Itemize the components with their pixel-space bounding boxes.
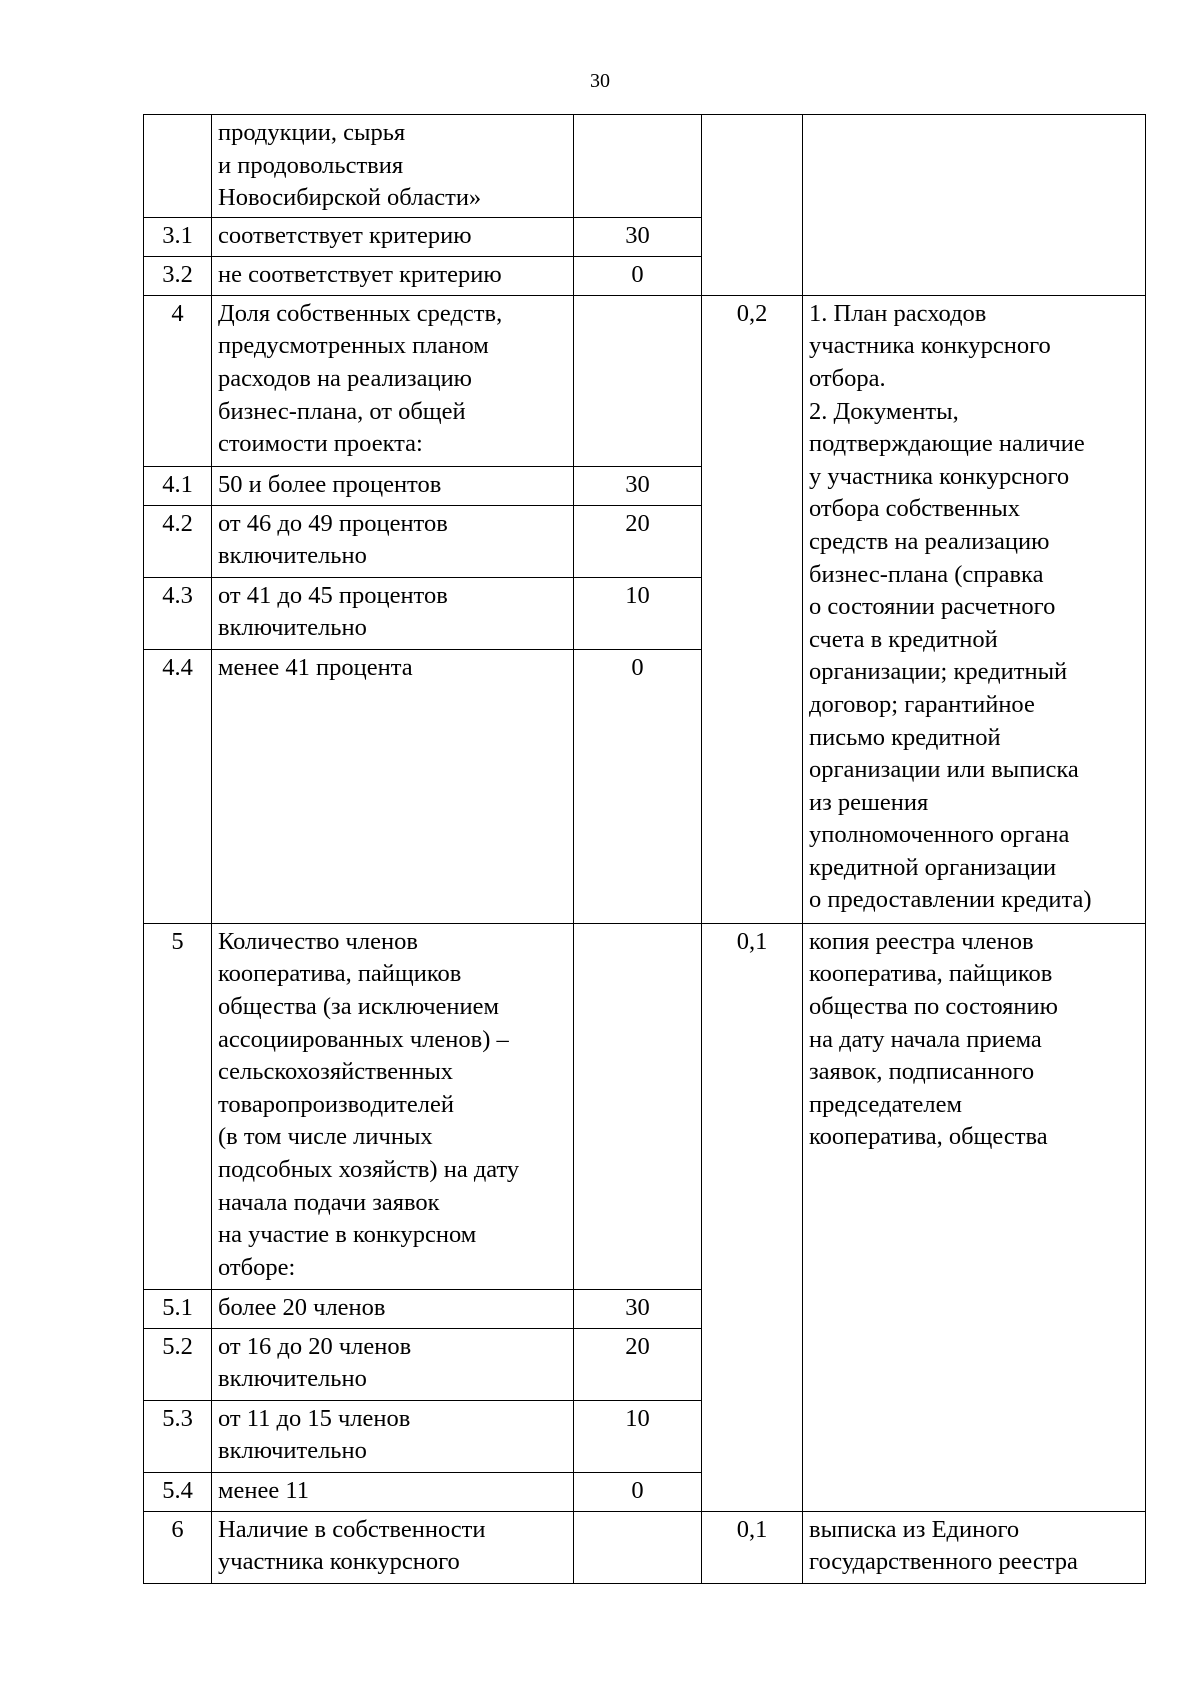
row-number: 5.4 xyxy=(144,1472,212,1511)
score-value: 30 xyxy=(574,466,702,505)
criterion-text: от 46 до 49 процентов включительно xyxy=(212,505,574,577)
criterion-text: Количество членов кооператива, пайщиков общества (за исключением ассоциированных членов) – сельскохозяйственных товаропроизводителей (в том числе личных подсобных хозяйств) на дату начала подачи заявок на участие в конкурсном отборе: xyxy=(212,923,574,1289)
score-value xyxy=(574,115,702,218)
score-value: 30 xyxy=(574,217,702,256)
score-value: 20 xyxy=(574,1328,702,1400)
criterion-text: от 16 до 20 членов включительно xyxy=(212,1328,574,1400)
criterion-text: соответствует критерию xyxy=(212,217,574,256)
table-row xyxy=(144,923,1146,1289)
row-number: 4.2 xyxy=(144,505,212,577)
row-number xyxy=(144,115,212,218)
criterion-text: менее 11 xyxy=(212,1472,574,1511)
documents-text: 1. План расходов участника конкурсного отбора. 2. Документы, подтверждающие наличие у участника конкурсного отбора собственных средств на реализацию бизнес-плана (справка о состоянии расчетного счета в кредитной организации; кредитный договор; гарантийное письмо кредитной организации или выписка из решения уполномоченного органа кредитной организации о предоставлении кредита) xyxy=(803,295,1146,923)
documents-text xyxy=(803,115,1146,296)
weight-value: 0,1 xyxy=(702,923,803,1511)
score-value xyxy=(574,1511,702,1583)
row-number: 5.3 xyxy=(144,1400,212,1472)
score-value: 20 xyxy=(574,505,702,577)
row-number: 4.1 xyxy=(144,466,212,505)
table-row xyxy=(144,1511,1146,1583)
row-number: 5.1 xyxy=(144,1289,212,1328)
criterion-text: не соответствует критерию xyxy=(212,256,574,295)
weight-value xyxy=(702,115,803,296)
score-value xyxy=(574,295,702,466)
criterion-text: менее 41 процента xyxy=(212,649,574,923)
criterion-text: продукции, сырья и продовольствия Новосибирской области» xyxy=(212,115,574,218)
row-number: 4.4 xyxy=(144,649,212,923)
criteria-table xyxy=(143,114,1146,1584)
row-number: 3.1 xyxy=(144,217,212,256)
score-value: 30 xyxy=(574,1289,702,1328)
row-number: 4.3 xyxy=(144,577,212,649)
criterion-text: от 41 до 45 процентов включительно xyxy=(212,577,574,649)
table-row xyxy=(144,115,1146,218)
row-number: 5.2 xyxy=(144,1328,212,1400)
score-value: 0 xyxy=(574,256,702,295)
score-value: 10 xyxy=(574,1400,702,1472)
documents-text: копия реестра членов кооператива, пайщиков общества по состоянию на дату начала приема заявок, подписанного председателем кооператива, общества xyxy=(803,923,1146,1511)
weight-value: 0,1 xyxy=(702,1511,803,1583)
row-number: 5 xyxy=(144,923,212,1289)
table-row xyxy=(144,295,1146,466)
score-value: 0 xyxy=(574,649,702,923)
page-number: 30 xyxy=(590,70,610,92)
row-number: 3.2 xyxy=(144,256,212,295)
score-value: 0 xyxy=(574,1472,702,1511)
documents-text: выписка из Единого государственного реестра xyxy=(803,1511,1146,1583)
criterion-text: Наличие в собственности участника конкурсного xyxy=(212,1511,574,1583)
criterion-text: более 20 членов xyxy=(212,1289,574,1328)
criterion-text: 50 и более процентов xyxy=(212,466,574,505)
criterion-text: Доля собственных средств, предусмотренных планом расходов на реализацию бизнес-плана, от общей стоимости проекта: xyxy=(212,295,574,466)
criterion-text: от 11 до 15 членов включительно xyxy=(212,1400,574,1472)
row-number: 4 xyxy=(144,295,212,466)
weight-value: 0,2 xyxy=(702,295,803,923)
row-number: 6 xyxy=(144,1511,212,1583)
score-value: 10 xyxy=(574,577,702,649)
score-value xyxy=(574,923,702,1289)
